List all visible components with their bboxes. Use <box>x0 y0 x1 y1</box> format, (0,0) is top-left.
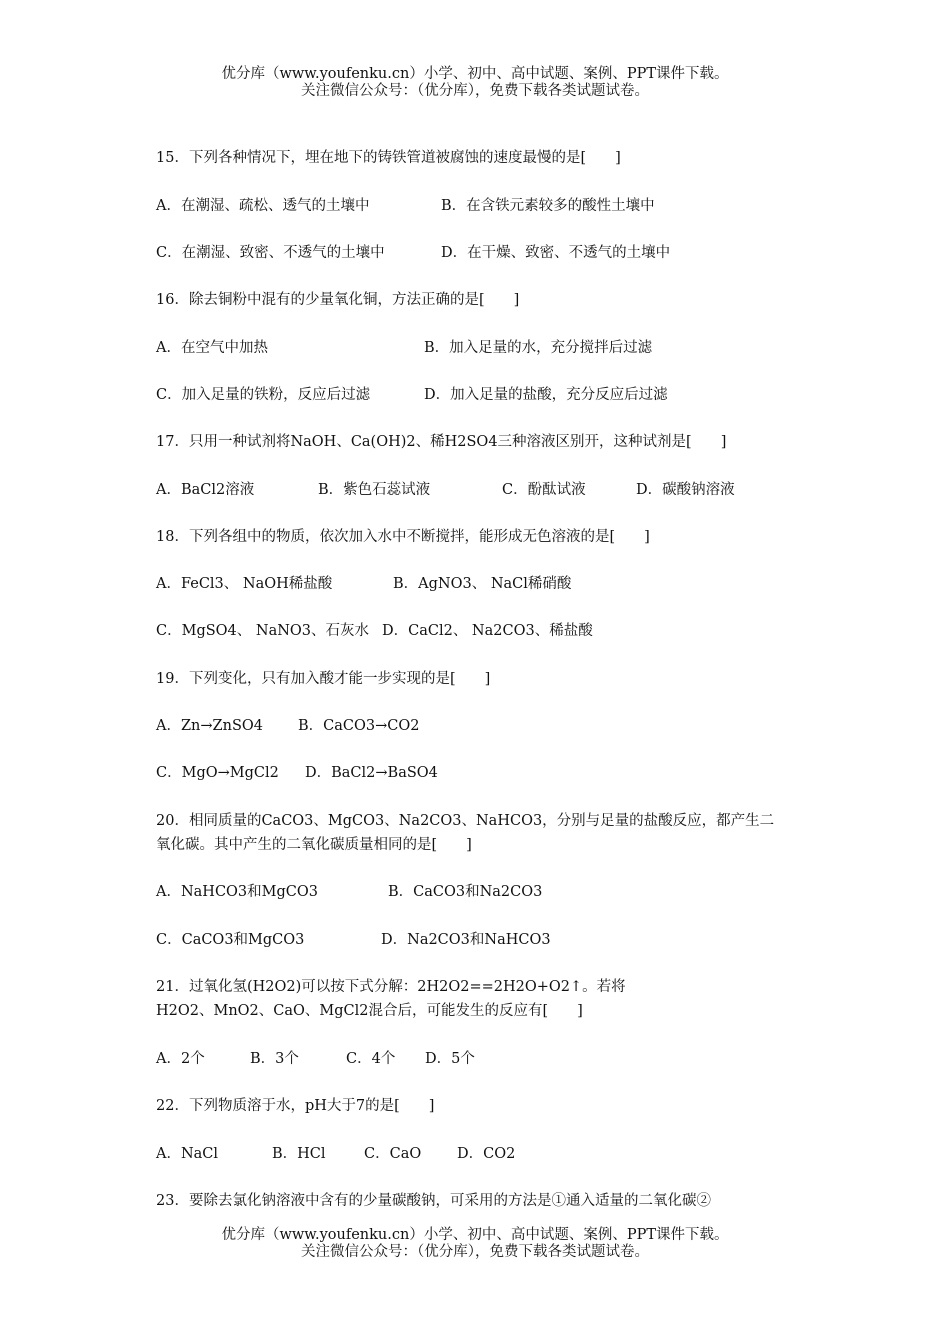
q22-option-b: B．HCl <box>272 1146 326 1162</box>
page-footer <box>0 1227 950 1261</box>
q15-option-c: C．在潮湿、致密、不透气的土壤中 <box>156 245 385 261</box>
q20-option-c: C．CaCO3和MgCO3 <box>156 932 305 948</box>
q21-stem-line-1: 21．过氧化氢(H2O2)可以按下式分解：2H2O2==2H2O+O2↑。若将 <box>156 979 626 995</box>
page-header <box>0 66 950 100</box>
q22-option-c: C．CaO <box>364 1146 422 1162</box>
q16-stem: 16．除去铜粉中混有的少量氧化铜，方法正确的是[ ] <box>156 292 520 308</box>
q18-option-c: C．MgSO4、 NaNO3、石灰水 <box>156 623 370 639</box>
q16-option-d: D．加入足量的盐酸，充分反应后过滤 <box>424 387 668 403</box>
header-line-1: 优分库（www.youfenku.cn）小学、初中、高中试题、案例、PPT课件下载。 <box>221 66 729 82</box>
q17-option-c: C．酚酞试液 <box>502 482 586 498</box>
q19-option-a: A．Zn→ZnSO4 <box>156 718 263 734</box>
q20-option-b: B．CaCO3和Na2CO3 <box>388 884 543 900</box>
q19-option-d: D．BaCl2→BaSO4 <box>305 765 438 781</box>
q19-option-c: C．MgO→MgCl2 <box>156 765 279 781</box>
q17-stem: 17．只用一种试剂将NaOH、Ca(OH)2、稀H2SO4三种溶液区别开，这种试剂是[ ] <box>156 434 727 450</box>
q21-option-b: B．3个 <box>250 1051 299 1067</box>
q17-option-b: B．紫色石蕊试液 <box>318 482 431 498</box>
q17-option-d: D．碳酸钠溶液 <box>636 482 735 498</box>
footer-line-1: 优分库（www.youfenku.cn）小学、初中、高中试题、案例、PPT课件下载。 <box>221 1227 729 1243</box>
header-line-2: 关注微信公众号：（优分库），免费下载各类试题试卷。 <box>301 83 649 99</box>
q21-option-a: A．2个 <box>156 1051 205 1067</box>
footer-line-2: 关注微信公众号：（优分库），免费下载各类试题试卷。 <box>301 1244 649 1260</box>
q21-stem-line-2: H2O2、MnO2、CaO、MgCl2混合后，可能发生的反应有[ ] <box>156 1003 583 1019</box>
q15-option-b: B．在含铁元素较多的酸性土壤中 <box>441 198 655 214</box>
q20-option-d: D．Na2CO3和NaHCO3 <box>381 932 551 948</box>
q19-option-b: B．CaCO3→CO2 <box>298 718 420 734</box>
q18-option-b: B．AgNO3、 NaCl稀硝酸 <box>393 576 572 592</box>
q20-option-a: A．NaHCO3和MgCO3 <box>156 884 318 900</box>
q23-stem: 23．要除去氯化钠溶液中含有的少量碳酸钠，可采用的方法是①通入适量的二氧化碳② <box>156 1193 711 1209</box>
q18-option-a: A．FeCl3、 NaOH稀盐酸 <box>156 576 333 592</box>
q22-stem: 22．下列物质溶于水，pH大于7的是[ ] <box>156 1098 435 1114</box>
q21-option-d: D．5个 <box>425 1051 475 1067</box>
q16-option-c: C．加入足量的铁粉，反应后过滤 <box>156 387 371 403</box>
q15-stem: 15．下列各种情况下，埋在地下的铸铁管道被腐蚀的速度最慢的是[ ] <box>156 150 621 166</box>
q18-stem: 18．下列各组中的物质，依次加入水中不断搅拌，能形成无色溶液的是[ ] <box>156 529 650 545</box>
q17-option-a: A．BaCl2溶液 <box>156 482 255 498</box>
q22-option-a: A．NaCl <box>156 1146 219 1162</box>
q15-option-a: A．在潮湿、疏松、透气的土壤中 <box>156 198 370 214</box>
q22-option-d: D．CO2 <box>457 1146 516 1162</box>
q20-stem-line-1: 20．相同质量的CaCO3、MgCO3、Na2CO3、NaHCO3，分别与足量的盐酸反应，都产生二 <box>156 813 775 829</box>
q16-option-a: A．在空气中加热 <box>156 340 268 356</box>
q19-stem: 19．下列变化，只有加入酸才能一步实现的是[ ] <box>156 671 491 687</box>
q21-option-c: C．4个 <box>346 1051 396 1067</box>
q15-option-d: D．在干燥、致密、不透气的土壤中 <box>441 245 671 261</box>
q18-option-d: D．CaCl2、 Na2CO3、稀盐酸 <box>382 623 593 639</box>
q20-stem-line-2: 氧化碳。其中产生的二氧化碳质量相同的是[ ] <box>156 837 472 853</box>
q16-option-b: B．加入足量的水，充分搅拌后过滤 <box>424 340 653 356</box>
